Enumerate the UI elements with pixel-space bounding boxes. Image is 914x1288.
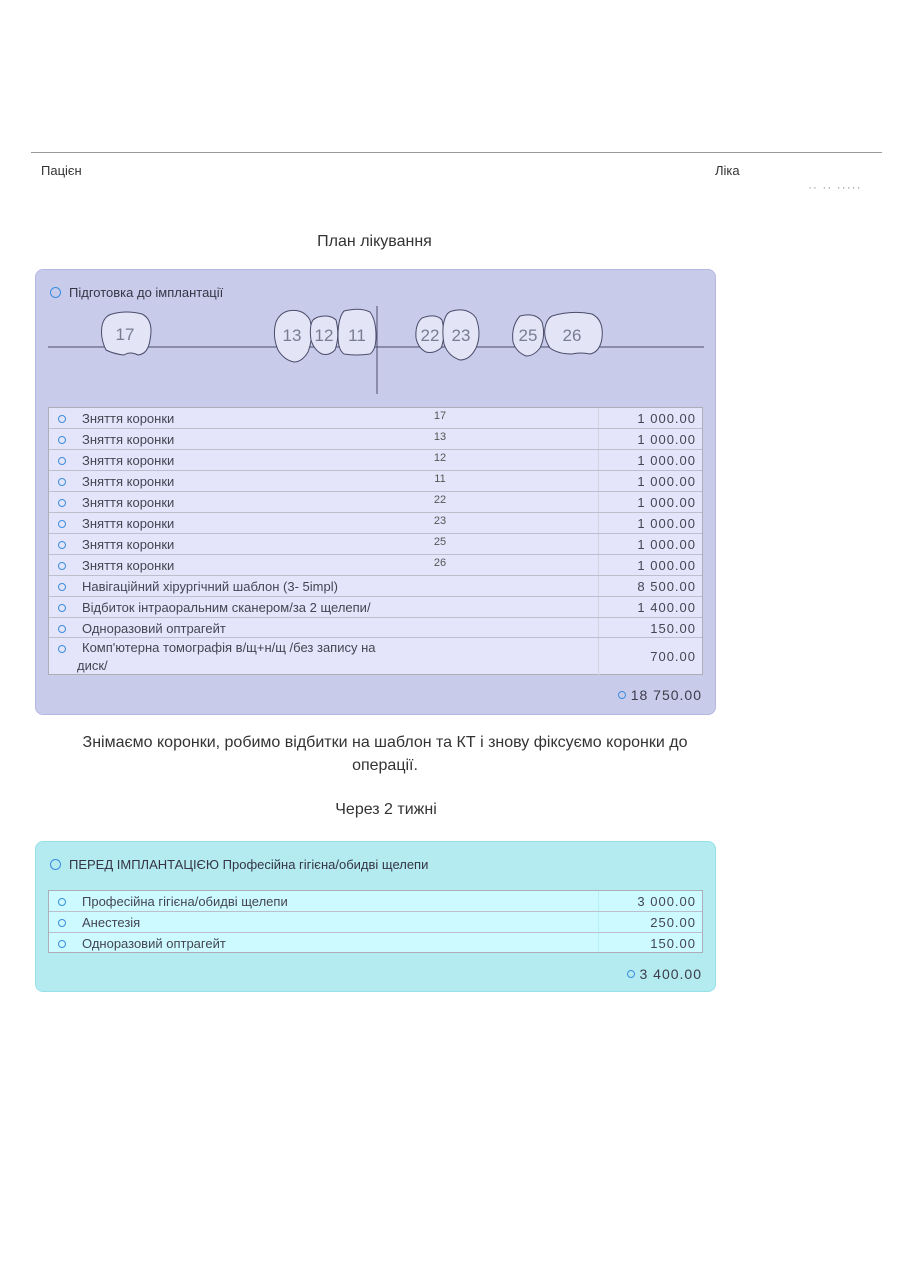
procedure-price: 1 000.00 bbox=[637, 453, 696, 468]
row-marker-icon[interactable] bbox=[58, 457, 66, 465]
row-marker-icon[interactable] bbox=[58, 919, 66, 927]
procedure-price: 1 000.00 bbox=[637, 516, 696, 531]
procedure-name: Одноразовий оптрагейт bbox=[82, 621, 226, 636]
treatment-stage-hygiene bbox=[35, 841, 716, 992]
column-divider bbox=[598, 429, 599, 449]
procedure-price: 1 000.00 bbox=[637, 495, 696, 510]
tooth-number: 23 bbox=[433, 515, 447, 527]
procedure-name: Відбиток інтраоральним сканером/за 2 щелепи/ bbox=[82, 600, 371, 615]
procedure-name: Зняття коронки bbox=[82, 411, 175, 426]
tooth-number: 23 bbox=[451, 326, 471, 345]
row-marker-icon[interactable] bbox=[58, 645, 66, 653]
row-marker-icon[interactable] bbox=[58, 898, 66, 906]
procedure-price: 1 000.00 bbox=[637, 537, 696, 552]
tooth-number: 22 bbox=[420, 326, 440, 345]
table-row[interactable] bbox=[49, 471, 702, 492]
stage-title bbox=[50, 285, 223, 300]
tooth-number: 26 bbox=[562, 326, 582, 345]
procedure-name: Одноразовий оптрагейт bbox=[82, 936, 226, 951]
stage-total-value: 18 750.00 bbox=[630, 687, 702, 703]
table-row[interactable] bbox=[49, 513, 702, 534]
procedure-name: Професійна гігієна/обидві щелепи bbox=[82, 894, 288, 909]
interval-label: Через 2 тижні bbox=[335, 801, 437, 818]
procedure-price: 150.00 bbox=[650, 621, 696, 636]
table-row[interactable] bbox=[49, 618, 702, 638]
table-row[interactable] bbox=[49, 576, 702, 597]
treatment-note: Знімаємо коронки, робимо відбитки на шаблон та КТ і знову фіксуємо коронки до операції. bbox=[82, 734, 688, 774]
procedure-name: Зняття коронки bbox=[82, 516, 175, 531]
stage-title-text: Підготовка до імплантації bbox=[69, 285, 224, 300]
total-marker-icon bbox=[627, 970, 635, 978]
procedure-name: Зняття коронки bbox=[82, 558, 175, 573]
table-row[interactable] bbox=[49, 492, 702, 513]
procedure-price: 700.00 bbox=[650, 649, 696, 664]
row-marker-icon[interactable] bbox=[58, 541, 66, 549]
procedure-name: Анестезія bbox=[82, 915, 141, 930]
column-divider bbox=[598, 618, 599, 637]
procedure-name: Зняття коронки bbox=[82, 453, 175, 468]
tooth-26[interactable] bbox=[545, 312, 603, 354]
procedures-table bbox=[48, 890, 703, 953]
tooth-number: 17 bbox=[433, 410, 447, 422]
column-divider bbox=[598, 513, 599, 533]
tooth-number: 25 bbox=[518, 326, 538, 345]
stage-marker-icon[interactable] bbox=[50, 859, 61, 870]
tooth-number: 12 bbox=[433, 452, 447, 464]
tooth-number: 11 bbox=[348, 326, 366, 345]
table-row[interactable] bbox=[49, 597, 702, 618]
row-marker-icon[interactable] bbox=[58, 940, 66, 948]
tooth-17[interactable] bbox=[102, 312, 152, 355]
procedure-name: Навігаційний хірургічний шаблон (3- 5impl) bbox=[82, 579, 338, 594]
table-row[interactable] bbox=[49, 534, 702, 555]
row-marker-icon[interactable] bbox=[58, 478, 66, 486]
tooth-number: 22 bbox=[433, 494, 447, 506]
table-row[interactable] bbox=[49, 638, 702, 675]
header-divider bbox=[31, 152, 882, 153]
column-divider bbox=[598, 933, 599, 952]
plan-title: План лікування bbox=[317, 233, 432, 250]
row-marker-icon[interactable] bbox=[58, 499, 66, 507]
tooth-number: 13 bbox=[433, 431, 447, 443]
row-marker-icon[interactable] bbox=[58, 436, 66, 444]
tooth-12[interactable] bbox=[310, 316, 337, 355]
table-row[interactable] bbox=[49, 933, 702, 952]
tooth-23[interactable] bbox=[443, 310, 479, 360]
procedure-price: 1 000.00 bbox=[637, 558, 696, 573]
row-marker-icon[interactable] bbox=[58, 520, 66, 528]
column-divider bbox=[598, 408, 599, 428]
patient-label: Пацієн bbox=[41, 163, 82, 178]
procedure-price: 1 400.00 bbox=[637, 600, 696, 615]
tooth-number: 17 bbox=[115, 325, 135, 344]
column-divider bbox=[598, 534, 599, 554]
stage-total bbox=[627, 966, 703, 982]
dental-chart bbox=[48, 306, 704, 396]
row-marker-icon[interactable] bbox=[58, 583, 66, 591]
table-row[interactable] bbox=[49, 408, 702, 429]
procedure-name: Зняття коронки bbox=[82, 495, 175, 510]
tooth-13[interactable] bbox=[274, 310, 311, 362]
column-divider bbox=[598, 471, 599, 491]
procedure-price: 1 000.00 bbox=[637, 474, 696, 489]
table-row[interactable] bbox=[49, 912, 702, 933]
procedure-price: 1 000.00 bbox=[637, 432, 696, 447]
row-marker-icon[interactable] bbox=[58, 604, 66, 612]
procedures-table bbox=[48, 407, 703, 675]
total-marker-icon bbox=[618, 691, 626, 699]
table-row[interactable] bbox=[49, 555, 702, 576]
table-row[interactable] bbox=[49, 450, 702, 471]
column-divider bbox=[598, 492, 599, 512]
procedure-price: 250.00 bbox=[650, 915, 696, 930]
doctor-label: Ліка bbox=[715, 163, 740, 178]
stage-total-value: 3 400.00 bbox=[639, 966, 702, 982]
column-divider bbox=[598, 576, 599, 596]
column-divider bbox=[598, 597, 599, 617]
procedure-name: Зняття коронки bbox=[82, 474, 175, 489]
table-row[interactable] bbox=[49, 891, 702, 912]
column-divider bbox=[598, 450, 599, 470]
stage-marker-icon[interactable] bbox=[50, 287, 61, 298]
procedure-price: 150.00 bbox=[650, 936, 696, 951]
clipped-header-date: ·· ·· ····· bbox=[808, 180, 862, 194]
row-marker-icon[interactable] bbox=[58, 415, 66, 423]
stage-total bbox=[618, 687, 702, 703]
stage-title-text: ПЕРЕД ІМПЛАНТАЦІЄЮ Професійна гігієна/обидві щелепи bbox=[69, 857, 429, 872]
tooth-25[interactable] bbox=[513, 315, 544, 356]
procedure-name: Комп'ютерна томографія в/щ+н/щ /без запису на диск/ bbox=[77, 640, 376, 673]
tooth-number: 11 bbox=[434, 473, 446, 485]
row-marker-icon[interactable] bbox=[58, 562, 66, 570]
table-row[interactable] bbox=[49, 429, 702, 450]
tooth-number: 13 bbox=[282, 326, 302, 345]
tooth-number: 25 bbox=[433, 536, 447, 548]
tooth-number: 26 bbox=[433, 557, 447, 569]
procedure-name: Зняття коронки bbox=[82, 537, 175, 552]
tooth-11[interactable] bbox=[338, 309, 376, 355]
column-divider bbox=[598, 555, 599, 575]
procedure-name: Зняття коронки bbox=[82, 432, 175, 447]
stage-title bbox=[50, 857, 428, 872]
row-marker-icon[interactable] bbox=[58, 625, 66, 633]
procedure-price: 8 500.00 bbox=[637, 579, 696, 594]
tooth-22[interactable] bbox=[416, 316, 444, 353]
procedure-price: 3 000.00 bbox=[637, 894, 696, 909]
column-divider bbox=[598, 638, 599, 675]
procedure-price: 1 000.00 bbox=[637, 411, 696, 426]
tooth-number: 12 bbox=[314, 326, 334, 345]
treatment-stage-preparation bbox=[35, 269, 716, 715]
column-divider bbox=[598, 891, 599, 911]
column-divider bbox=[598, 912, 599, 932]
